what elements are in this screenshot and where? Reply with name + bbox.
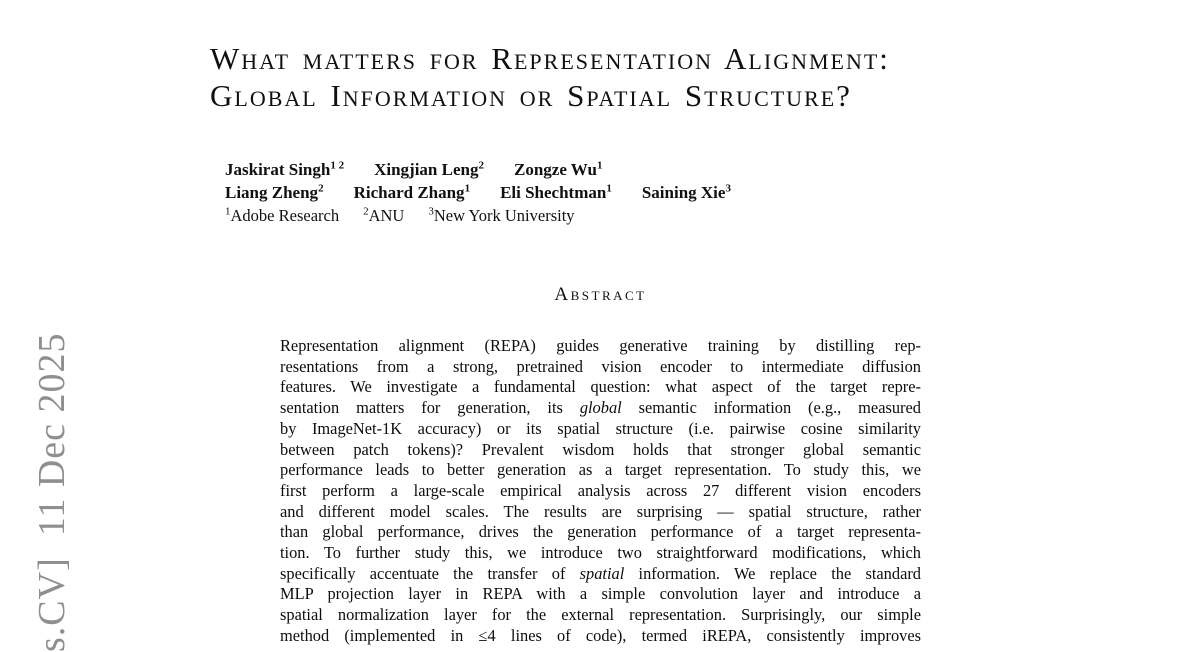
abstract-text-segment: semantic information (e.g., measured (622, 398, 921, 417)
abstract-text-segment: MLP projection layer in REPA with a simple convolution layer and introduce a (280, 584, 921, 603)
abstract-line (280, 502, 921, 523)
author-affil-sup: 2 (478, 159, 484, 171)
abstract-line (280, 398, 921, 419)
affiliation-sup: 3 (428, 206, 434, 218)
abstract-text-segment: tion. To further study this, we introduce two straightforward modifications, which (280, 543, 921, 562)
abstract-line (280, 605, 921, 626)
author-affil-sup: 1 (465, 182, 471, 194)
abstract-text-segment: specifically accentuate the transfer of (280, 564, 580, 583)
author-block (225, 158, 761, 227)
arxiv-sidebar-stamp: s.CV] 11 Dec 2025 (30, 333, 74, 652)
abstract-text-segment: and different model scales. The results are surprising — spatial structure, rather (280, 502, 921, 521)
affiliation-row (225, 204, 761, 227)
author-name: Liang Zheng$^2$ (225, 183, 324, 202)
abstract-line (280, 522, 921, 543)
abstract-text-segment: sentation matters for generation, its (280, 398, 580, 417)
abstract-line (280, 584, 921, 605)
abstract-line (280, 419, 921, 440)
author-row (225, 181, 761, 204)
affiliation-sup: 2 (363, 206, 369, 218)
abstract-line (280, 564, 921, 585)
abstract-line (280, 481, 921, 502)
abstract-text-segment: than global performance, drives the generation performance of a target representa- (280, 522, 921, 541)
abstract-text-segment: first perform a large-scale empirical analysis across 27 different vision encoders (280, 481, 921, 500)
abstract-text-segment: by ImageNet-1K accuracy) or its spatial structure (i.e. pairwise cosine similarity (280, 419, 921, 438)
author-name: Richard Zhang$^1$ (354, 183, 471, 202)
abstract-line (280, 440, 921, 461)
paper-title (210, 40, 890, 114)
paper-title-line-1: What matters for Representation Alignment: (210, 40, 890, 77)
abstract-line (280, 460, 921, 481)
abstract-line (280, 626, 921, 647)
abstract-text-segment: between patch tokens)? Prevalent wisdom holds that stronger global semantic (280, 440, 921, 459)
affiliation: $^1$Adobe Research (225, 206, 339, 225)
author-affil-sup: 1 2 (330, 159, 344, 171)
abstract-text-segment: resentations from a strong, pretrained vision encoder to intermediate diffusion (280, 357, 921, 376)
author-name: Zongze Wu$^1$ (514, 160, 602, 179)
abstract-text-segment: information. We replace the standard (624, 564, 921, 583)
affiliation: $^3$New York University (428, 206, 574, 225)
abstract-line (280, 357, 921, 378)
author-affil-sup: 1 (606, 182, 612, 194)
abstract-heading: Abstract (280, 284, 921, 306)
abstract-line (280, 377, 921, 398)
author-name: Eli Shechtman$^1$ (500, 183, 612, 202)
abstract-italic-term: spatial (580, 564, 625, 583)
paper-title-line-2: Global Information or Spatial Structure? (210, 77, 890, 114)
author-name: Saining Xie$^3$ (642, 183, 731, 202)
author-affil-sup: 1 (597, 159, 603, 171)
abstract-text-segment: features. We investigate a fundamental question: what aspect of the target repre- (280, 377, 921, 396)
author-name: Jaskirat Singh$^{1 2}$ (225, 160, 344, 179)
author-row (225, 158, 761, 181)
abstract-italic-term: global (580, 398, 622, 417)
author-affil-sup: 2 (318, 182, 324, 194)
abstract-body (280, 336, 921, 647)
author-name: Xingjian Leng$^2$ (374, 160, 484, 179)
abstract-text-segment: Representation alignment (REPA) guides generative training by distilling rep- (280, 336, 921, 355)
abstract-text-segment: method (implemented in ≤4 lines of code), termed iREPA, consistently improves (280, 626, 921, 645)
affiliation: $^2$ANU (363, 206, 404, 225)
abstract-line (280, 336, 921, 357)
author-affil-sup: 3 (725, 182, 731, 194)
abstract-line (280, 543, 921, 564)
abstract-text-segment: spatial normalization layer for the external representation. Surprisingly, our simple (280, 605, 921, 624)
affiliation-sup: 1 (225, 206, 231, 218)
abstract-text-segment: performance leads to better generation as a target representation. To study this, we (280, 460, 921, 479)
